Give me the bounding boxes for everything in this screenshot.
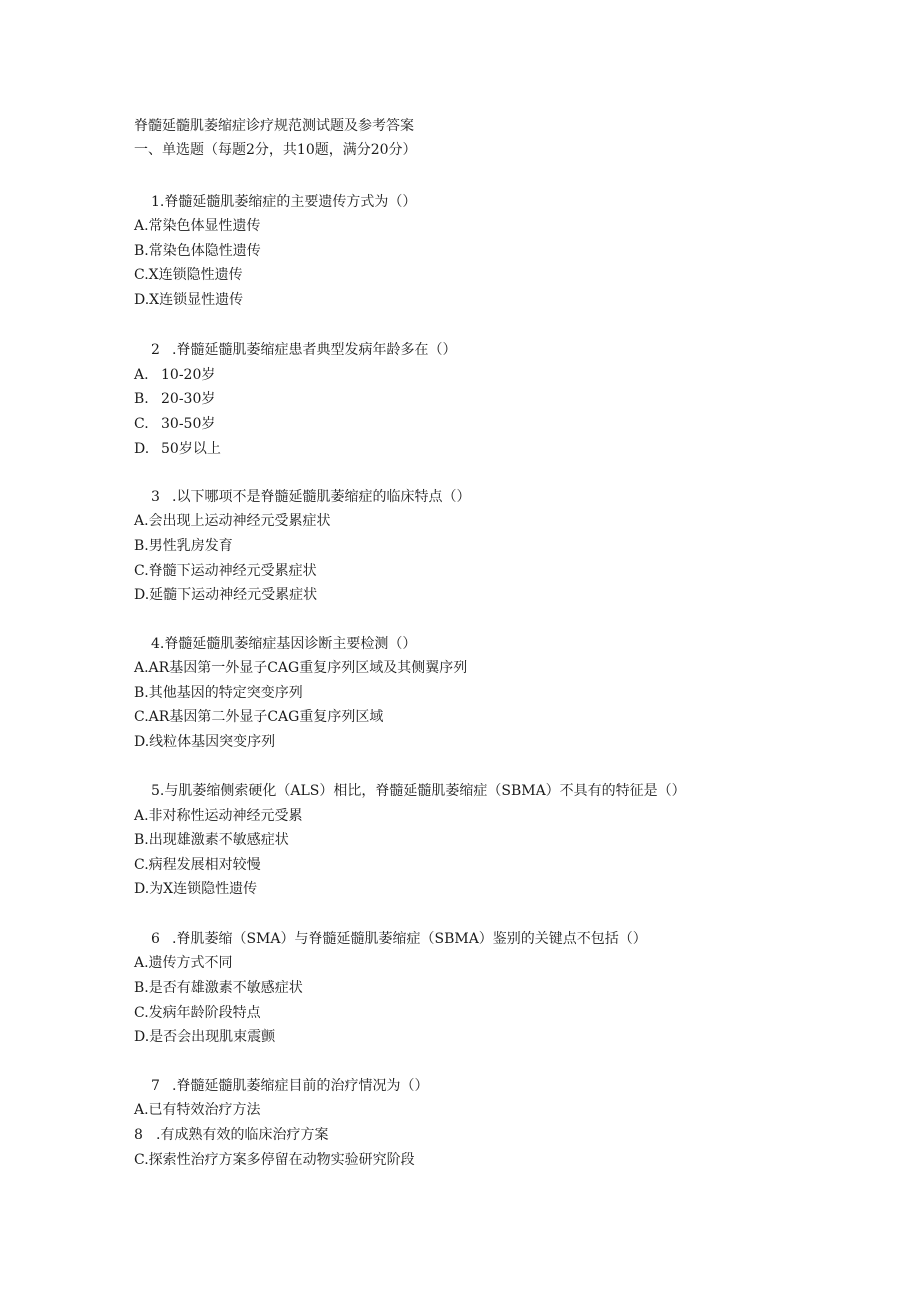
question-8-text: .有成熟有效的临床治疗方案 bbox=[156, 1127, 329, 1143]
question-6-option-b: B.是否有雄激素不敏感症状 bbox=[134, 980, 303, 996]
question-6-option-a: A.遗传方式不同 bbox=[134, 955, 233, 971]
question-4-option-a: A.AR基因第一外显子CAG重复序列区域及其侧翼序列 bbox=[134, 660, 468, 676]
question-1-stem: 1.脊髓延髓肌萎缩症的主要遗传方式为（） bbox=[151, 194, 417, 210]
question-3-option-d: D.延髓下运动神经元受累症状 bbox=[134, 587, 318, 603]
question-2-option-a-value: 10-20岁 bbox=[161, 367, 216, 383]
question-4-stem: 4.脊髓延髓肌萎缩症基因诊断主要检测（） bbox=[151, 636, 417, 652]
question-1-option-a: A.常染色体显性遗传 bbox=[134, 218, 261, 234]
question-2-option-d-letter: D. bbox=[134, 441, 150, 457]
question-4-option-d: D.线粒体基因突变序列 bbox=[134, 734, 276, 750]
question-2-stem: .脊髓延髓肌萎缩症患者典型发病年龄多在（） bbox=[172, 342, 457, 358]
question-2-option-b-letter: B. bbox=[134, 391, 149, 407]
question-1-option-b: B.常染色体隐性遗传 bbox=[134, 243, 261, 259]
question-5-option-a: A.非对称性运动神经元受累 bbox=[134, 808, 303, 824]
question-3-stem: .以下哪项不是脊髓延髓肌萎缩症的临床特点（） bbox=[172, 489, 471, 505]
question-5-stem: 5.与肌萎缩侧索硬化（ALS）相比，脊髓延髓肌萎缩症（SBMA）不具有的特征是（） bbox=[151, 783, 686, 799]
question-5-option-c: C.病程发展相对较慢 bbox=[134, 857, 261, 873]
question-3-option-b: B.男性乳房发育 bbox=[134, 538, 233, 554]
question-2-option-a-letter: A. bbox=[134, 367, 149, 383]
question-1-option-d: D.X连锁显性遗传 bbox=[134, 292, 244, 308]
question-3-option-c: C.脊髓下运动神经元受累症状 bbox=[134, 563, 317, 579]
question-4-option-b: B.其他基因的特定突变序列 bbox=[134, 685, 303, 701]
question-5-option-b: B.出现雄激素不敏感症状 bbox=[134, 832, 289, 848]
question-6-option-d: D.是否会出现肌束震颤 bbox=[134, 1029, 276, 1045]
question-2-option-b-value: 20-30岁 bbox=[161, 391, 216, 407]
document-title: 脊髓延髓肌萎缩症诊疗规范测试题及参考答案 bbox=[134, 118, 414, 134]
question-6-number: 6 bbox=[151, 931, 160, 947]
question-4-option-c: C.AR基因第二外显子CAG重复序列区域 bbox=[134, 709, 384, 725]
question-7-number: 7 bbox=[151, 1078, 160, 1094]
question-5-option-d: D.为X连锁隐性遗传 bbox=[134, 881, 258, 897]
question-2-number: 2 bbox=[151, 342, 160, 358]
question-2-option-c-value: 30-50岁 bbox=[161, 416, 216, 432]
question-7-option-a: A.已有特效治疗方法 bbox=[134, 1102, 261, 1118]
question-7-option-c: C.探索性治疗方案多停留在动物实验研究阶段 bbox=[134, 1152, 415, 1168]
question-7-stem: .脊髓延髓肌萎缩症目前的治疗情况为（） bbox=[172, 1078, 429, 1094]
question-6-option-c: C.发病年龄阶段特点 bbox=[134, 1005, 261, 1021]
question-1-option-c: C.X连锁隐性遗传 bbox=[134, 267, 243, 283]
question-6-stem: .脊肌萎缩（SMA）与脊髓延髓肌萎缩症（SBMA）鉴别的关键点不包括（） bbox=[172, 931, 647, 947]
section-heading: 一、单选题（每题2分，共10题，满分20分） bbox=[134, 142, 417, 158]
question-8-number: 8 bbox=[134, 1127, 143, 1143]
question-2-option-c-letter: C. bbox=[134, 416, 149, 432]
question-3-option-a: A.会出现上运动神经元受累症状 bbox=[134, 513, 331, 529]
question-3-number: 3 bbox=[151, 489, 160, 505]
question-2-option-d-value: 50岁以上 bbox=[161, 441, 221, 457]
